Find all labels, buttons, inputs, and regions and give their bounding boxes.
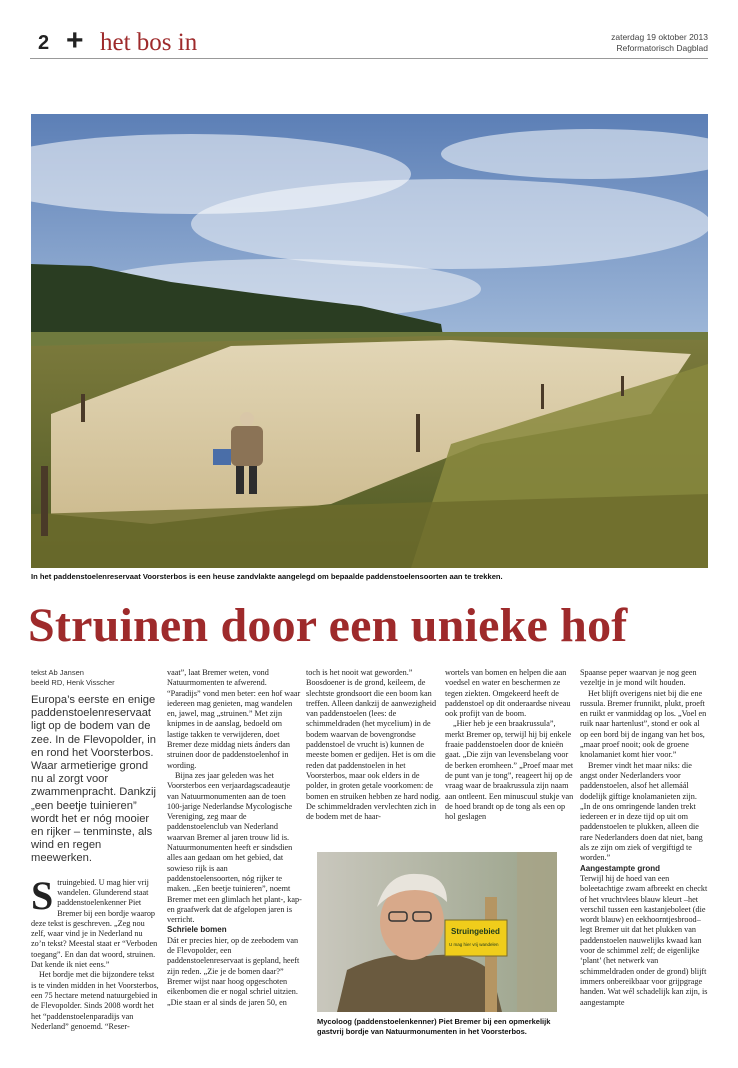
paragraph: Bremer vindt het maar niks: die angst onder Nederlanders voor paddenstoelen, alsof het allemáál dodelijk giftige knolamanieten zijn. „In de ons omringende landen trekt iedereen er in deze tijd op uit om paddenstoelen te plukken, alleen die rare Nederlanders doen dat niet, bang als ze zijn om ziek of vergiftigd te worden.” [580, 760, 703, 863]
paragraph: Bijna zes jaar geleden was het Voorsterbos een verjaardagscadeautje van Natuurmonumenten aan de toen 100-jarige Nederlandse Mycologische Vereniging, zeg maar de paddenstoelenclub van Nederland waarvan Bremer al jaren trouw lid is. Natuurmonumenten heeft er sindsdien alles aan gedaan om het gebied, dat sowieso rijk is aan paddenstoelensoorten, nóg rijker te maken. „Een beetje tuinieren”, noemt Bremer met een glimlach het plant-, kap- en graafwerk dat de afgelopen jaren is verricht. [167, 770, 302, 925]
inset-photo [317, 852, 557, 1012]
section-title: het bos in [100, 29, 198, 56]
byline-text: tekst Ab Jansen [31, 668, 84, 677]
article-intro: Europa’s eerste en enige paddenstoelenreservaat ligt op de bodem van de zee. In de Flevopolder, in en rond het Voorsterbos. Waar armetierige grond nu al zorgt voor zwammenpracht. Dankzij „een beetje tuinieren” wordt het er nóg mooier en rijker – tenminste, als wind en regen meewerken. [31, 694, 157, 865]
paragraph: wortels van bomen en helpen die aan voedsel en water en beschermen ze tegen ziekten. Omgekeerd heeft de paddenstoel op dit onderaardse niveau ook profijt van de boom. [445, 668, 571, 719]
main-photo [31, 114, 708, 568]
article-column-3 [306, 668, 441, 822]
paragraph: Spaanse peper waarvan je nog geen vezeltje in je mond wilt houden. [580, 668, 697, 688]
landscape-photo-illustration [31, 114, 708, 568]
photo-caption: In het paddenstoelenreservaat Voorsterbos is een heuse zandvlakte aangelegd om bepaalde paddenstoelensoorten aan te trekken. [31, 572, 503, 581]
article-column-5 [580, 668, 708, 1008]
drop-cap: S [31, 872, 54, 918]
mycologist-photo-illustration [317, 852, 557, 1012]
paragraph: Dát er precies hier, op de zeebodem van de Flevopolder, een paddenstoelenreservaat is gepland, heeft zijn reden. „Zie je de bomen daar?” Bremer wijst naar hoog opgeschoten eikenbomen die er nogal schriel uitzien. „Die staan er al sinds de jaren 50, en [167, 935, 300, 1007]
paragraph: „Hier heb je een braakrussula”, merkt Bremer op, terwijl hij bij enkele fraaie paddenstoelen door de knieën gaat. „Die zijn van levensbelang voor de berken eromheen.” „Proef maar met de punt van je tong”, reageert hij op de vraag waar de braakrussula zijn naam aan ontleent. Een minuscuul stukje van de hoed brandt op de tong als een op hol geslagen [445, 719, 574, 822]
publication-date: zaterdag 19 oktober 2013 [611, 32, 708, 42]
plus-icon: + [66, 24, 84, 57]
paragraph: Terwijl hij de hoed van een boleetachtige zwam afbreekt en checkt of het vruchtvlees blauw kleurt –het verschil tussen een kastanjeboleet (die wordt blauw) en eekhoorntjesbrood– legt Bremer uit dat het plukken van paddenstoelen nauwelijks kwaad kan voor de schimmel zelf; de eigenlijke ‘plant’ (het netwerk van schimmeldraden onder de grond) blijft immers onbereikbaar voor grijpgrage handen. Wat wél schadelijk kan zijn, is aangestampte [580, 873, 708, 1007]
edition-info [611, 32, 708, 54]
page-number: 2 [38, 32, 50, 54]
byline-image: beeld RD, Henk Visscher [31, 678, 115, 687]
paragraph: Het bordje met die bijzondere tekst is te vinden midden in het Voorsterbos, een 75 hectare metend natuurgebied in de Flevopolder. Sinds 2008 wordt het het “paddenstoelenparadijs van Nederland” genoemd. “Reser- [31, 970, 159, 1031]
page-header [30, 24, 708, 59]
sign-subtitle: U mag hier vrij wandelen [449, 942, 499, 947]
article-column-1 [31, 668, 159, 1032]
paragraph: toch is het nooit wat geworden.” Boosdoener is de grond, keileem, de slechtste grondsoort die een boom kan treffen. Alleen dankzij de aanwezigheid van paddenstoelen (lees: de schimmeldraden (het mycelium) in de bodem waarvan de bovengrondse paddenstoel de vrucht is) kunnen de meeste bomen er gedijen. Het is om die reden dat paddenstoelen in het Voorsterbos, maar ook elders in de polder, in groten getale voorkomen: de bomen en struiken hebben ze hard nodig. De schimmeldraden vervlechten zich in de bodem met de haar- [306, 668, 441, 822]
article-column-4 [445, 668, 575, 822]
paragraph: truingebied. U mag hier vrij wandelen. Glunderend staat paddenstoelenkenner Piet Bremer bij een bordje waarop deze tekst is geschreven. „Zeg nou zelf, waar vind je in Nederland nu zo’n tekst? Meestal staat er “Verboden toegang”. En dan dat woord, struinen. Dat kende ik niet eens.” [31, 877, 158, 970]
paragraph: Het blijft overigens niet bij die ene russula. Bremer frunnikt, plukt, proeft en ruikt er vanmiddag op los. „Voel en ruik naar hartenlust”, stond er ook al op een bord bij de ingang van het bos, „maar proef nooit; ook de groene knolamaniet komt hier voor.” [580, 688, 707, 760]
sign-title: Struingebied [451, 927, 500, 936]
article-headline: Struinen door een unieke hof [28, 599, 628, 652]
inset-caption: Mycoloog (paddenstoelenkenner) Piet Bremer bij een opmerkelijk gastvrij bordje van Natuurmonumenten in het Voorsterbos. [317, 1017, 551, 1036]
subheading: Aangestampte grond [580, 863, 661, 873]
paragraph: vaat”, laat Bremer weten, vond Natuurmomenten te afwerend. “Paradijs” vond men beter: een hof waar iedereen mag genieten, mag wandelen en, jawel, mag „struinen.” Met zijn knipmes in de aanslag, bedoeld om lastige takken te verwijderen, doet Bremer deze middag niets ánders dan struinen door de paddenstoelenhof in wording. [167, 668, 301, 770]
subheading: Schriele bomen [167, 925, 227, 935]
newspaper-name: Reformatorisch Dagblad [616, 43, 708, 53]
article-column-2 [167, 668, 302, 1008]
